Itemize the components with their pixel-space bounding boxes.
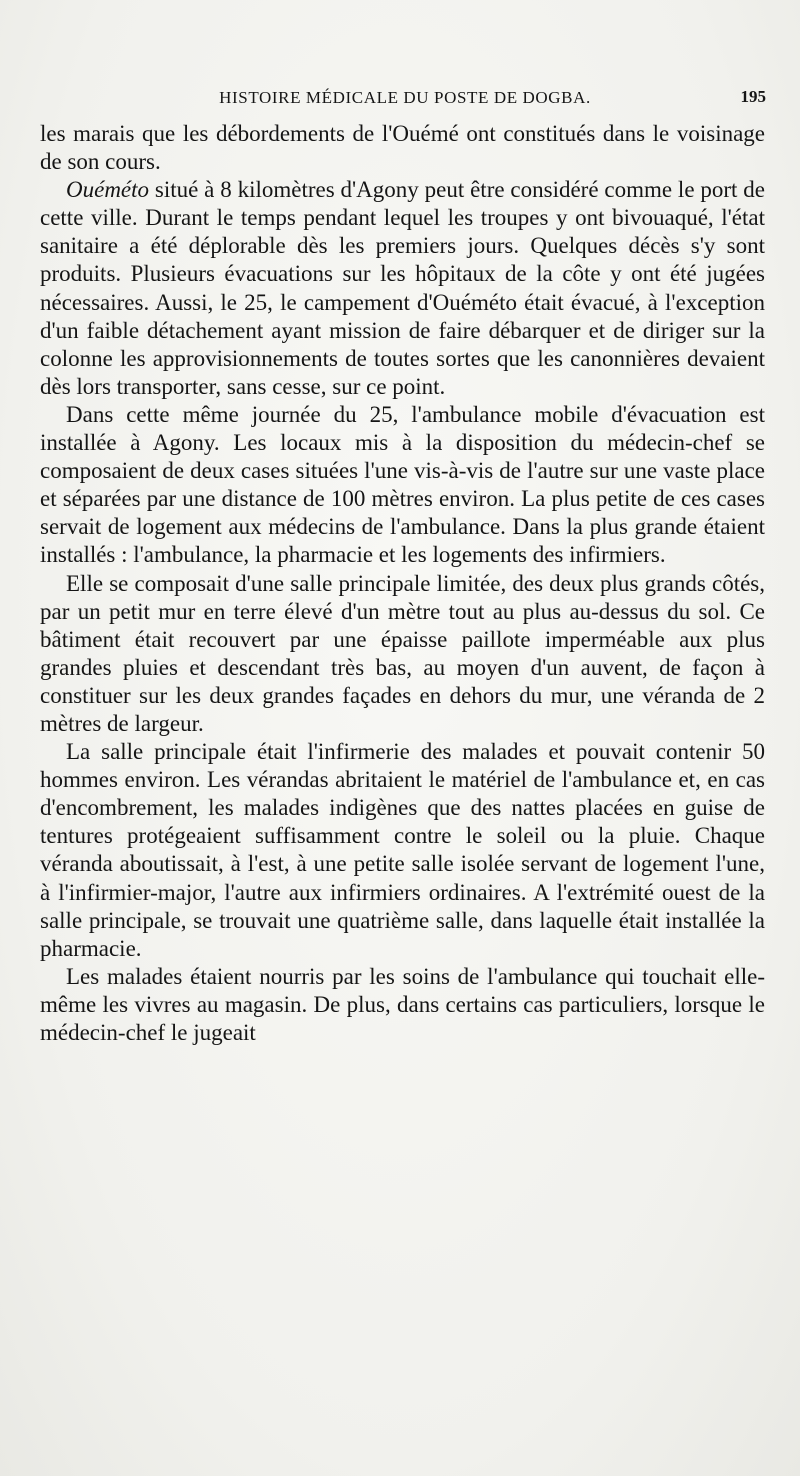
running-title: HISTOIRE MÉDICALE DU POSTE DE DOGBA. [219,88,591,107]
page-header [44,86,766,112]
paragraph [40,176,765,401]
paragraph-text: situé à 8 kilomètres d'Agony peut être considéré comme le port de cette ville. Durant le temps pendant lequel les troupes y ont bivouaqué, l'état sanitaire a été déplorable dès les premiers jours. Quelques décès s'y sont produits. Plusieurs évacuations sur les hôpitaux de la côte y ont été jugées nécessaires. Aussi, le 25, le campement d'Ouéméto était évacué, à l'exception d'un faible détachement ayant mission de faire débarquer et de diriger sur la colonne les approvisionnements de toutes sortes que les canonnières devaient dès lors transporter, sans cesse, sur ce point. [40,177,765,399]
page-number: 195 [740,87,766,106]
place-name-italic: Ouéméto [66,177,150,203]
paragraph [40,738,765,963]
body-text [40,120,765,1047]
paragraph [40,963,765,1047]
paragraph [40,401,765,570]
paragraph-text: Dans cette même journée du 25, l'ambulance mobile d'évacuation est installée à Agony. Les locaux mis à la disposition du médecin-chef se composaient de deux cases situées l'une vis-à-vis de l'autre sur une vaste place et séparées par une distance de 100 mètres environ. La plus petite de ces cases servait de logement aux médecins de l'ambulance. Dans la plus grande étaient installés : l'ambulance, la pharmacie et les logements des infirmiers. [40,401,765,568]
paragraph-text: Elle se composait d'une salle principale limitée, des deux plus grands côtés, par un petit mur en terre élevé d'un mètre tout au plus au-dessus du sol. Ce bâtiment était recouvert par une épaisse paillote imperméable aux plus grandes pluies et descendant très bas, au moyen d'un auvent, de façon à constituer sur les deux grandes façades en dehors du mur, une véranda de 2 mètres de largeur. [40,570,765,736]
paragraph-text: les marais que les débordements de l'Ouémé ont constitués dans le voisinage de son cours. [40,121,765,175]
paragraph [40,570,765,739]
paragraph-text: Les malades étaient nourris par les soins de l'ambulance qui touchait elle-même les vivres au magasin. De plus, dans certains cas particuliers, lorsque le médecin-chef le jugeait [40,963,765,1045]
paragraph [40,120,765,176]
paragraph-text: La salle principale était l'infirmerie des malades et pouvait contenir 50 hommes environ. Les vérandas abritaient le matériel de l'ambulance et, en cas d'encombrement, les malades indigènes que des nattes placées en guise de tentures protégeaient suffisamment contre le soleil ou la pluie. Chaque véranda aboutissait, à l'est, à une petite salle isolée servant de logement l'une, à l'infirmier-major, l'autre aux infirmiers ordinaires. A l'extrémité ouest de la salle principale, se trouvait une quatrième salle, dans laquelle était installée la pharmacie. [40,739,765,961]
